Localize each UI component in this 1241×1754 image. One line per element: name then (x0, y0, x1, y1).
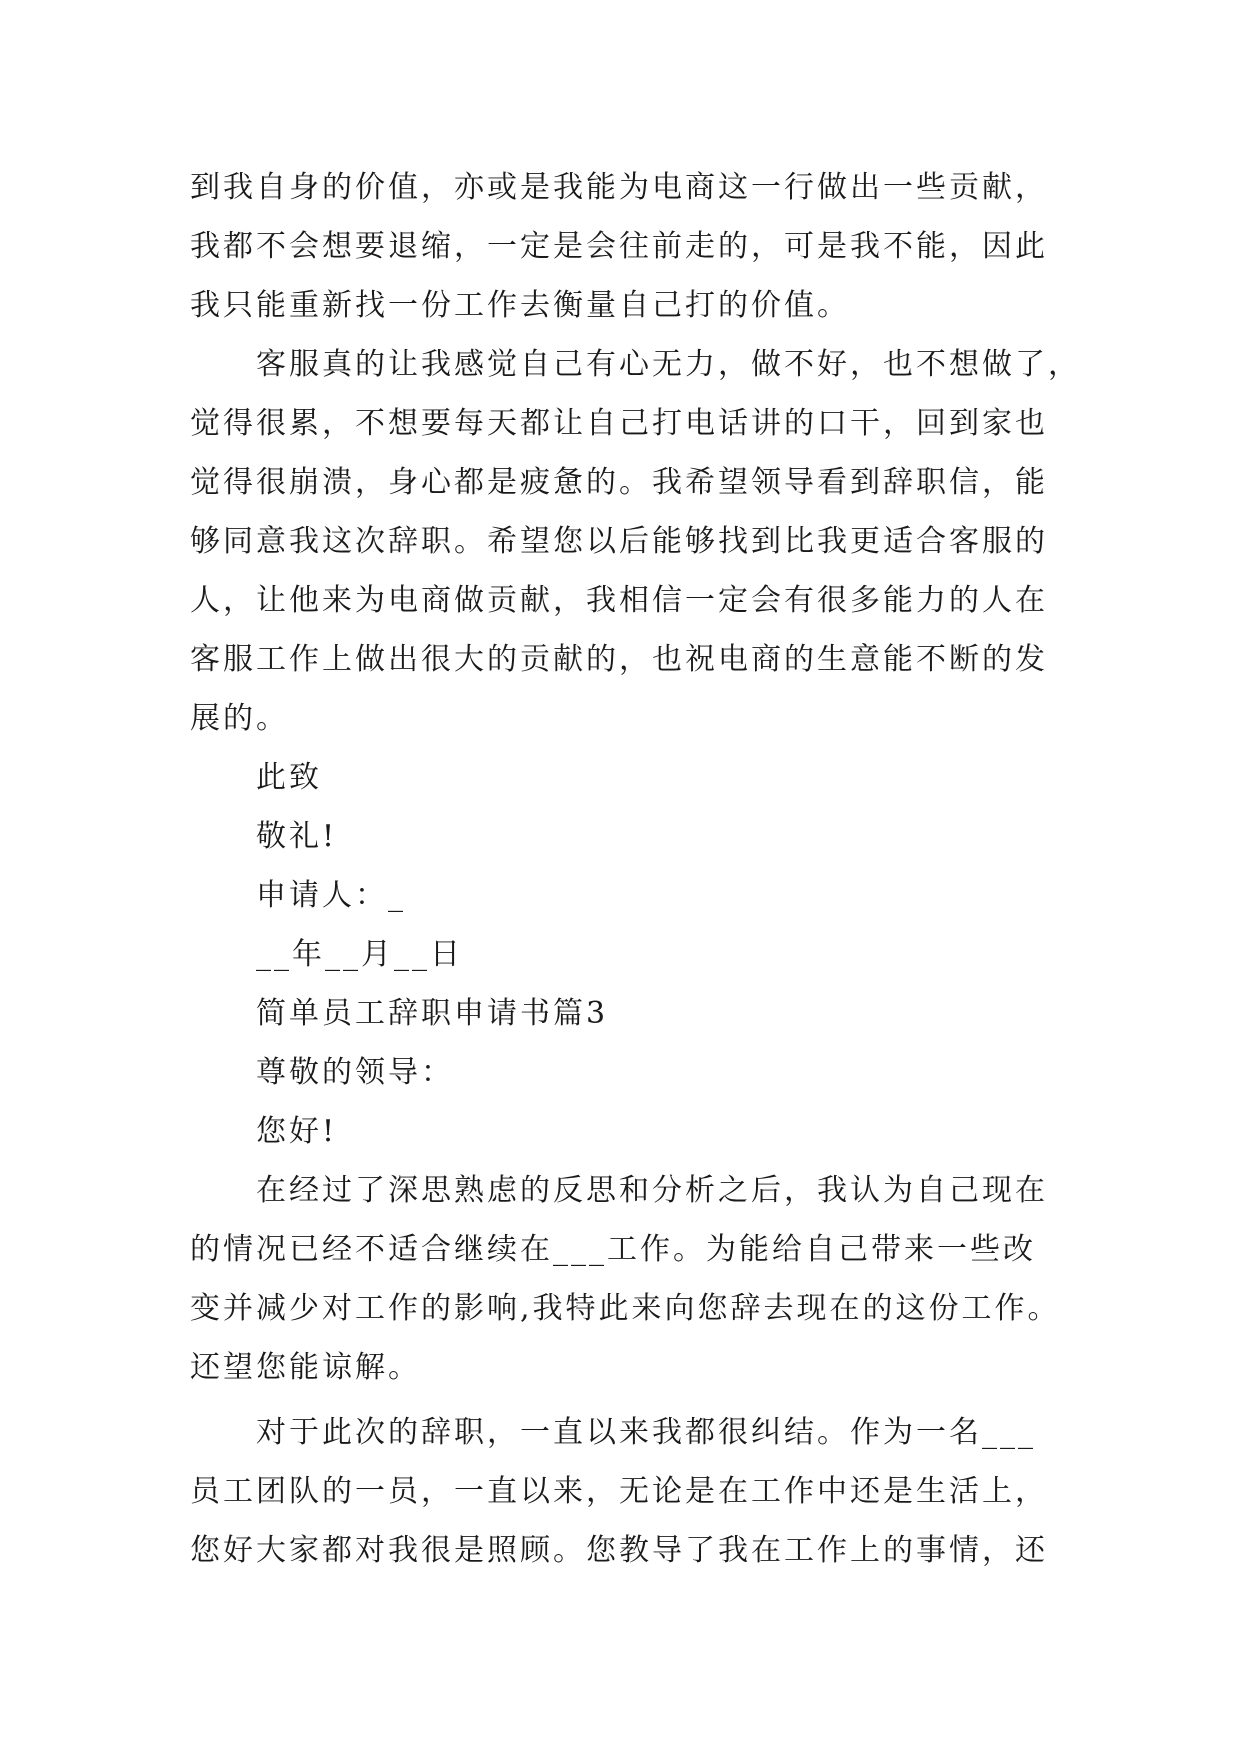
text-line: 够同意我这次辞职。希望您以后能够找到比我更适合客服的 (190, 524, 1048, 559)
text-line: 我只能重新找一份工作去衡量自己打的价值。 (190, 288, 850, 323)
closing-line: 此致 (256, 760, 322, 795)
text-line: 变并减少对工作的影响,我特此来向您辞去现在的这份工作。 (190, 1291, 1061, 1326)
paragraph-value (190, 158, 1050, 335)
text-line: 您好大家都对我很是照顾。您教导了我在工作上的事情，还 (190, 1533, 1048, 1568)
text-line: 对于此次的辞职，一直以来我都很纠结。作为一名___ (256, 1415, 1036, 1450)
document-body (190, 158, 1081, 1580)
text-line: 在经过了深思熟虑的反思和分析之后，我认为自己现在 (256, 1173, 1048, 1208)
text-line: 客服真的让我感觉自己有心无力，做不好，也不想做了， (256, 347, 1081, 382)
closing-salute: 敬礼! (256, 819, 338, 854)
text-line: 人，让他来为电商做贡献，我相信一定会有很多能力的人在 (190, 583, 1048, 618)
text-line: 客服工作上做出很大的贡献的，也祝电商的生意能不断的发 (190, 642, 1048, 677)
text-line: 的情况已经不适合继续在___工作。为能给自己带来一些改 (190, 1232, 1036, 1267)
paragraph-reflection (190, 1161, 1061, 1397)
text-line: 到我自身的价值，亦或是我能为电商这一行做出一些贡献， (190, 170, 1048, 205)
paragraph-team (190, 1403, 1050, 1580)
text-line: 展的。 (190, 701, 289, 736)
text-line: 还望您能谅解。 (190, 1350, 421, 1385)
text-line: 觉得很崩溃，身心都是疲惫的。我希望领导看到辞职信，能 (190, 465, 1048, 500)
salutation: 尊敬的领导： (256, 1055, 454, 1090)
applicant-line: 申请人：_ (256, 878, 406, 913)
text-line: 员工团队的一员，一直以来，无论是在工作中还是生活上， (190, 1474, 1048, 1509)
text-line: 我都不会想要退缩，一定是会往前走的，可是我不能，因此 (190, 229, 1048, 264)
section-title: 简单员工辞职申请书篇3 (256, 996, 609, 1031)
text-line: 觉得很累，不想要每天都让自己打电话讲的口干，回到家也 (190, 406, 1048, 441)
date-line: __年__月__日 (256, 937, 463, 972)
paragraph-customer-service (190, 335, 1081, 748)
greeting: 您好! (256, 1114, 338, 1149)
